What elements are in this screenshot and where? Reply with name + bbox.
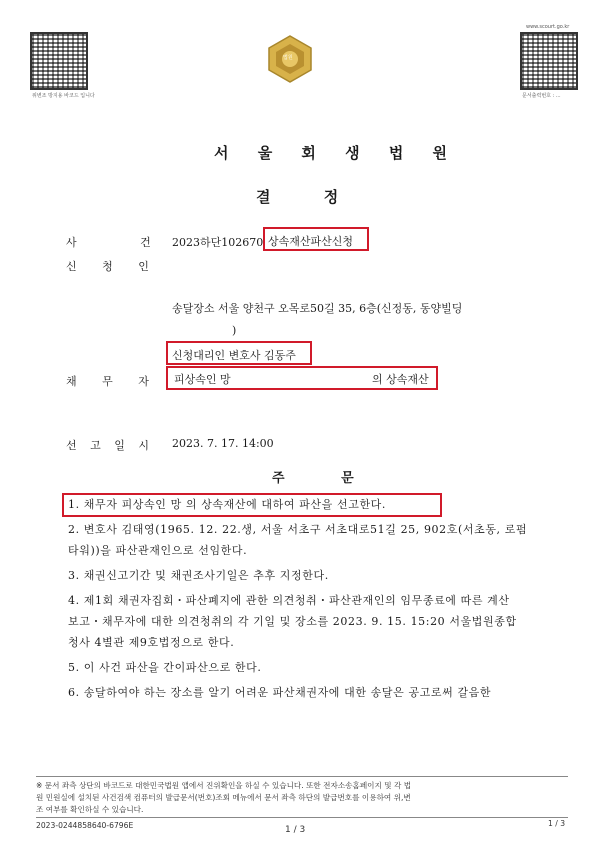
case-name: 상속재산파산신청 [268, 235, 354, 248]
order-item: 4. 제1회 채권자집회・파산폐지에 관한 의견청취・파산관재인의 임무종료에 따른 계산 [68, 594, 510, 607]
pronounce-label: 선 고 일 시 [66, 439, 154, 452]
right-barcode [520, 32, 578, 90]
footer-note-line: 조 여부를 확인하실 수 있습니다. [36, 805, 144, 814]
document-type: 결 정 [256, 188, 363, 206]
applicant-label: 신 청 인 [66, 260, 160, 273]
left-barcode [30, 32, 88, 90]
debtor-prefix: 피상속인 망 [174, 373, 231, 386]
case-label: 사 건 [66, 236, 181, 249]
issue-number: 2023-0244858640-6796E [36, 821, 134, 830]
order-item: 1. 채무자 피상속인 망 의 상속재산에 대하여 파산을 선고한다. [68, 498, 386, 511]
footer-note-line: 원 민원실에 설치된 사건검색 컴퓨터의 발급문서(번호)조회 메뉴에서 문서 좌측 하단의 발급번호를 이용하여 위,변 [36, 793, 411, 802]
left-barcode-caption: 위변조 방지용 바코드 입니다 [32, 93, 95, 99]
footer-note-line: ※ 문서 좌측 상단의 바코드로 대한민국법원 앱에서 진위확인을 하실 수 있습니다. 또한 전자소송홈페이지 및 각 법 [36, 781, 412, 790]
debtor-label: 채 무 자 [66, 375, 160, 388]
page-number-center: 1 / 3 [285, 825, 306, 835]
case-number: 2023하단102670 [172, 236, 264, 249]
order-list [68, 494, 527, 703]
court-name: 서 울 회 생 법 원 [214, 144, 460, 162]
pronounce-datetime: 2023. 7. 17. 14:00 [172, 437, 274, 450]
debtor-suffix: 의 상속재산 [372, 373, 429, 386]
service-address-cont: ) [232, 324, 237, 337]
order-item: 2. 변호사 김태영(1965. 12. 22.생, 서울 서초구 서초대로51길 25, 902호(서초동, 로펌 [68, 523, 528, 536]
emblem-label: 법원 [283, 55, 293, 61]
footer-note-box [36, 776, 568, 818]
order-item: 타워))을 파산관재인으로 선임한다. [68, 544, 248, 557]
page-number-right: 1 / 3 [548, 819, 566, 828]
order-item: 6. 송달하여야 하는 장소를 알기 어려운 파산채권자에 대한 송달은 공고로써 갈음한 [68, 686, 492, 699]
right-barcode-url: www.scourt.go.kr [526, 24, 570, 30]
order-item: 청사 4별관 제9호법정으로 한다. [68, 636, 235, 649]
order-item: 3. 채권신고기간 및 채권조사기일은 추후 지정한다. [68, 569, 329, 582]
service-address: 송달장소 서울 양천구 오목로50길 35, 6층(신정동, 동양빌딩 [172, 302, 463, 315]
order-item: 5. 이 사건 파산을 간이파산으로 한다. [68, 661, 262, 674]
agent: 신청대리인 변호사 김동주 [172, 349, 296, 362]
order-title: 주 문 [272, 471, 380, 486]
right-barcode-caption: 문서출력번호 : ... [522, 93, 561, 99]
order-item: 보고・채무자에 대한 의견청취의 각 기일 및 장소를 2023. 9. 15. 15:20 서울법원종합 [68, 615, 517, 628]
